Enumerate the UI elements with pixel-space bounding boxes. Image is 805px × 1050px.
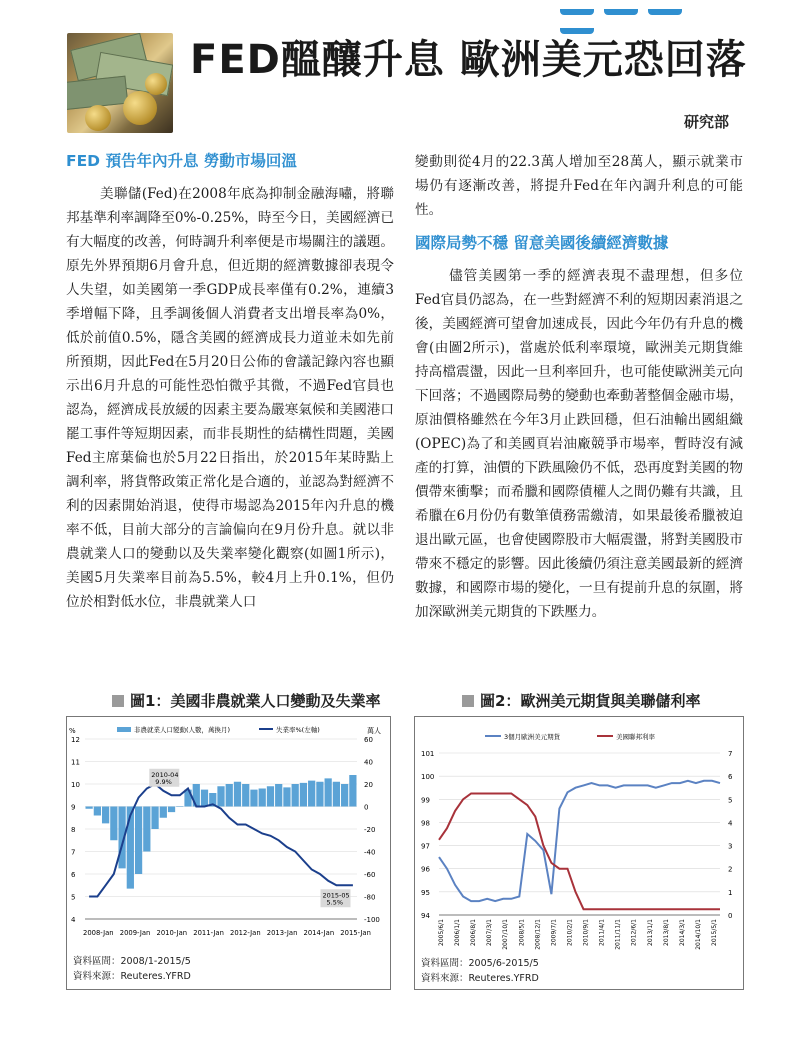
payroll-bar — [316, 782, 323, 807]
left-tick-label: 95 — [421, 888, 430, 897]
payroll-bar — [250, 790, 257, 807]
right-tick-label: -100 — [364, 916, 380, 924]
body-paragraph-continued: 變動則從4月的22.3萬人增加至28萬人，顯示就業市場仍有逐漸改善，將提升Fed在年內調升利息的可能性。 — [415, 154, 743, 218]
payroll-bar — [349, 775, 356, 807]
left-tick-label: 96 — [421, 865, 430, 874]
left-tick-label: 97 — [421, 842, 430, 851]
top-decoration — [560, 0, 730, 6]
left-tick-label: 4 — [71, 916, 76, 924]
x-tick-label: 2015/5/1 — [711, 919, 718, 946]
x-tick-label: 2013/1/1 — [646, 919, 654, 946]
left-tick-label: 99 — [421, 796, 430, 805]
figure2-title: 圖2：歐洲美元期貨與美聯儲利率 — [462, 690, 700, 711]
right-tick-label: 5 — [728, 796, 733, 805]
right-tick-label: -20 — [364, 826, 376, 834]
left-axis-unit: % — [69, 727, 76, 735]
x-tick-label: 2006/8/1 — [470, 919, 478, 946]
payroll-bar — [292, 784, 299, 807]
payroll-bar — [143, 807, 150, 852]
x-tick-label: 2014-Jan — [303, 929, 335, 937]
x-tick-label: 2009/7/1 — [550, 919, 558, 946]
payroll-bar — [267, 786, 274, 806]
left-tick-label: 7 — [71, 848, 76, 857]
right-tick-label: 4 — [728, 819, 733, 828]
source-note: 資料來源：Reuteres.YFRD — [421, 973, 539, 984]
annotation-value: 5.5% — [326, 898, 344, 907]
payroll-bar — [151, 807, 158, 830]
legend-label: 美國聯邦利率 — [616, 733, 655, 741]
x-tick-label: 2013/8/1 — [662, 919, 670, 946]
x-tick-label: 2011/4/1 — [598, 919, 606, 946]
payroll-bar — [217, 786, 224, 806]
left-tick-label: 5 — [71, 893, 76, 902]
right-axis-unit: 萬人 — [367, 727, 381, 735]
payroll-bar — [341, 784, 348, 807]
right-tick-label: 1 — [728, 888, 733, 897]
x-tick-label: 2005/6/1 — [438, 919, 445, 946]
figure2-box — [414, 716, 744, 990]
right-tick-label: -60 — [364, 871, 376, 879]
left-column — [66, 150, 394, 614]
payroll-bar — [168, 807, 175, 813]
page-title: FED醞釀升息 歐洲美元恐回落 — [190, 37, 747, 83]
left-tick-label: 100 — [421, 773, 435, 782]
right-tick-label: 20 — [364, 781, 373, 789]
annotation-label: 2015-05 — [322, 891, 350, 900]
payroll-bar — [176, 807, 183, 808]
payroll-bar — [201, 790, 208, 807]
payroll-bar — [333, 782, 340, 807]
payroll-bar — [234, 782, 241, 807]
source-note: 資料來源：Reuteres.YFRD — [73, 971, 191, 982]
eurodollar-chart — [415, 717, 743, 953]
left-tick-label: 6 — [71, 871, 76, 879]
figure1-box — [66, 716, 391, 990]
left-tick-label: 10 — [71, 781, 80, 789]
right-tick-label: 6 — [728, 773, 733, 782]
payroll-bar — [110, 807, 117, 841]
payroll-bar — [325, 778, 332, 806]
eurodollar-line — [439, 781, 720, 901]
left-tick-label: 12 — [71, 736, 80, 744]
right-tick-label: 7 — [728, 750, 733, 758]
left-tick-label: 11 — [71, 758, 80, 767]
left-tick-label: 94 — [421, 912, 430, 920]
payroll-bar — [300, 783, 307, 807]
section-heading: FED 預告年內升息 勞動市場回溫 — [66, 152, 297, 170]
x-tick-label: 2014/3/1 — [678, 919, 686, 946]
right-tick-label: 40 — [364, 758, 373, 767]
x-tick-label: 2006/1/1 — [454, 919, 462, 946]
right-tick-label: 0 — [728, 912, 733, 920]
payroll-bar — [94, 807, 101, 816]
payroll-bar — [308, 781, 315, 807]
section-heading: 國際局勢不穩 留意美國後續經濟數據 — [415, 234, 669, 252]
payroll-bar — [86, 807, 93, 809]
payroll-bar — [226, 784, 233, 807]
right-tick-label: 0 — [364, 803, 369, 812]
x-tick-label: 2011-Jan — [193, 929, 224, 937]
left-tick-label: 98 — [421, 819, 430, 828]
payroll-bar — [283, 787, 290, 806]
x-tick-label: 2011/11/1 — [614, 919, 622, 950]
right-tick-label: 3 — [728, 842, 733, 851]
annotation-label: 2010-04 — [151, 770, 179, 779]
department-label: 研究部 — [684, 113, 730, 131]
x-tick-label: 2010/2/1 — [566, 919, 574, 946]
x-tick-label: 2007/3/1 — [486, 919, 494, 946]
x-tick-label: 2015-Jan — [340, 929, 371, 937]
legend-label: 失業率%(左軸) — [276, 726, 320, 734]
x-tick-label: 2008-Jan — [83, 929, 114, 937]
left-tick-label: 9 — [71, 803, 76, 812]
source-period: 資料區間：2005/6-2015/5 — [421, 958, 539, 969]
money-photo — [67, 33, 173, 133]
left-tick-label: 8 — [71, 826, 76, 834]
payroll-bar — [275, 784, 282, 807]
x-tick-label: 2014/10/1 — [694, 919, 702, 950]
right-tick-label: 60 — [364, 736, 373, 744]
employment-chart — [67, 717, 390, 945]
x-tick-label: 2013-Jan — [266, 929, 298, 937]
left-tick-label: 101 — [421, 750, 435, 758]
right-tick-label: -40 — [364, 848, 376, 857]
x-tick-label: 2009-Jan — [119, 929, 151, 937]
legend-label: 3個月歐洲美元期貨 — [504, 733, 561, 741]
x-tick-label: 2008/5/1 — [518, 919, 526, 946]
annotation-value: 9.9% — [155, 777, 172, 786]
x-tick-label: 2012/6/1 — [630, 919, 638, 946]
right-column — [415, 150, 743, 624]
x-tick-label: 2007/10/1 — [502, 919, 510, 950]
payroll-bar — [259, 789, 266, 807]
source-period: 資料區間：2008/1-2015/5 — [73, 956, 191, 967]
x-tick-label: 2010/9/1 — [582, 919, 590, 946]
figure1-title: 圖1：美國非農就業人口變動及失業率 — [112, 690, 380, 711]
legend-label: 非農就業人口變動(人數，萬換月) — [134, 726, 231, 734]
payroll-bar — [242, 784, 249, 807]
payroll-bar — [135, 807, 142, 875]
x-tick-label: 2012-Jan — [230, 929, 261, 937]
x-tick-label: 2008/12/1 — [534, 919, 542, 950]
payroll-bar — [102, 807, 109, 824]
body-paragraph: 美聯儲(Fed)在2008年底為抑制金融海嘯，將聯邦基準利率調降至0%-0.25%，時至今日，美國經濟已有大幅度的改善，何時調升利率便是市場關注的議題。原先外界預期6月會升息，但近期的經濟數據卻表現令人失望，如美國第一季GDP成長率僅有0.2%，連續3季增幅下降，且季調後個人消費者支出增長率為0%，低於前值0.5%，隱含美國的經濟成長力道並未如先前所預期，因此Fed在5月20日公佈的會議記錄內容也顯示出6月升息的可能性恐怕微乎其微，不過Fed官員也認為，經濟成長放緩的因素主要為嚴寒氣候和美國港口罷工事件等短期因素，而非長期性的結構性問題，美國Fed主席葉倫也於5月22日指出，於2015年某時點上調利率，將貨幣政策正常化是合適的，並認為對經濟不利的因素開始消退，使得市場認為2015年內升息的機率不低，目前大部分的言論偏向在9月份升息。就以非農就業人口的變動以及失業率變化觀察(如圖1所示)，美國5月失業率目前為5.5%，較4月上升0.1%，但仍位於相對低水位，非農就業人口 — [66, 186, 394, 610]
payroll-bar — [160, 807, 167, 818]
x-tick-label: 2010-Jan — [156, 929, 188, 937]
right-tick-label: -80 — [364, 893, 376, 902]
right-tick-label: 2 — [728, 865, 733, 874]
legend-swatch-bar — [117, 727, 131, 732]
body-paragraph: 儘管美國第一季的經濟表現不盡理想，但多位Fed官員仍認為，在一些對經濟不利的短期因素消退之後，美國經濟可望會加速成長，因此今年仍有升息的機會(由圖2所示)，當處於低利率環境，歐洲美元期貨維持高檔震盪，因此一旦利率回升，也可能使歐洲美元向下回落；不過國際局勢的變動也牽動著整個金融市場，原油價格雖然在今年3月止跌回穩，但石油輸出國組織(OPEC)為了和美國頁岩油廠競爭市場率，暫時沒有減產的打算，油價的下跌風險仍不低，恐再度對美國的物價帶來衝擊；而希臘和國際債權人之間仍難有共識，且希臘在6月份仍有數筆債務需繳清，如果最後希臘被迫退出歐元區，也會使國際股市大幅震盪，將對美國股市帶來不穩定的影響。因此後續仍須注意美國最新的經濟數據，和國際市場的變化，一旦有提前升息的氛圍，將加深歐洲美元期貨的下跌壓力。 — [415, 268, 743, 620]
